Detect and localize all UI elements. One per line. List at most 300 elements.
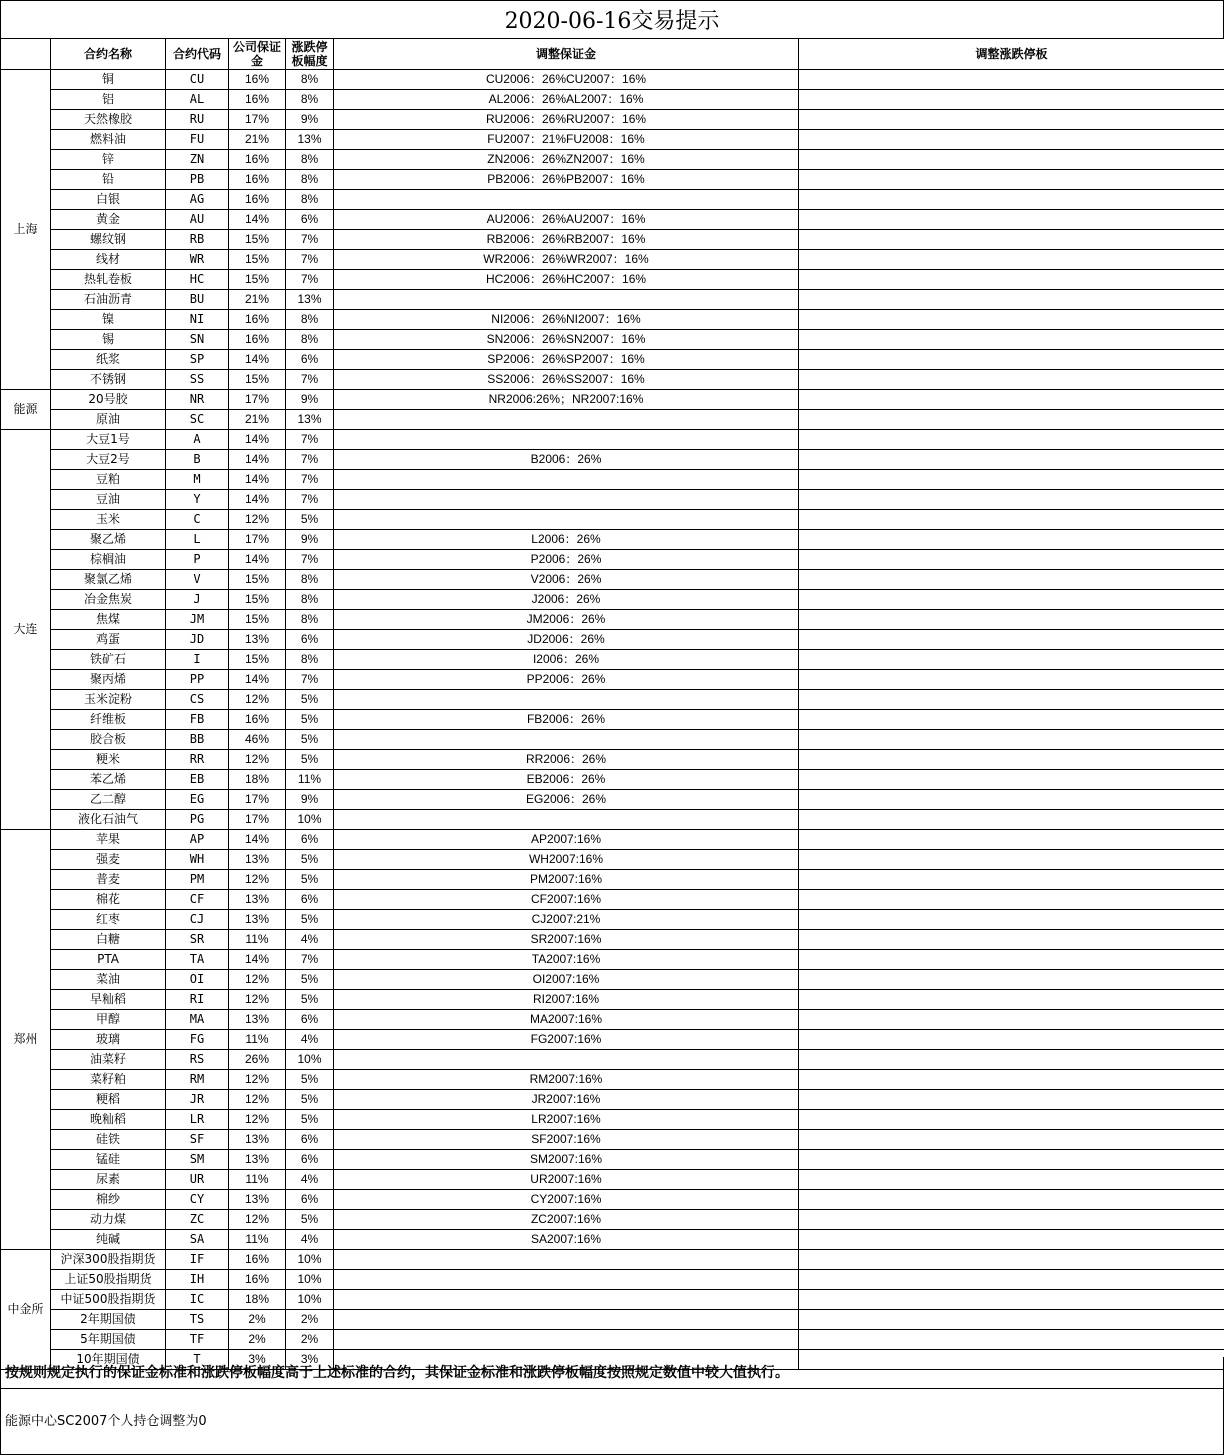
- adjusted-margin-cell: SS2006：26%SS2007：16%: [334, 370, 799, 390]
- contract-name-cell: 石油沥青: [51, 290, 166, 310]
- contract-name-cell: 聚乙烯: [51, 530, 166, 550]
- company-margin-cell: 12%: [229, 1210, 286, 1230]
- contract-code-cell: TF: [166, 1330, 229, 1350]
- adjusted-limit-cell: [799, 230, 1224, 250]
- table-row: [1, 150, 1224, 170]
- company-margin-cell: 12%: [229, 1110, 286, 1130]
- contract-code-cell: WH: [166, 850, 229, 870]
- limit-range-cell: 13%: [286, 290, 334, 310]
- contract-name-cell: 玉米: [51, 510, 166, 530]
- table-row: [1, 830, 1224, 850]
- adjusted-margin-cell: NI2006：26%NI2007：16%: [334, 310, 799, 330]
- contract-code-cell: C: [166, 510, 229, 530]
- adjusted-limit-cell: [799, 1170, 1224, 1190]
- adjusted-margin-cell: WH2007:16%: [334, 850, 799, 870]
- adjusted-limit-cell: [799, 670, 1224, 690]
- contract-code-cell: CY: [166, 1190, 229, 1210]
- contract-code-cell: V: [166, 570, 229, 590]
- adjusted-limit-cell: [799, 510, 1224, 530]
- contract-name-cell: PTA: [51, 950, 166, 970]
- contract-code-cell: I: [166, 650, 229, 670]
- adjusted-limit-cell: [799, 170, 1224, 190]
- table-row: [1, 810, 1224, 830]
- table-row: [1, 70, 1224, 90]
- adjusted-limit-cell: [799, 370, 1224, 390]
- table-row: [1, 930, 1224, 950]
- contract-code-cell: WR: [166, 250, 229, 270]
- contract-code-cell: IC: [166, 1290, 229, 1310]
- adjusted-limit-cell: [799, 1210, 1224, 1230]
- contract-name-cell: 上证50股指期货: [51, 1270, 166, 1290]
- adjusted-limit-cell: [799, 1190, 1224, 1210]
- contract-name-cell: 20号胶: [51, 390, 166, 410]
- limit-range-cell: 10%: [286, 1250, 334, 1270]
- limit-range-cell: 6%: [286, 830, 334, 850]
- company-margin-cell: 16%: [229, 70, 286, 90]
- table-row: [1, 790, 1224, 810]
- company-margin-cell: 11%: [229, 1230, 286, 1250]
- adjusted-margin-cell: [334, 1330, 799, 1350]
- company-margin-cell: 11%: [229, 930, 286, 950]
- table-row: [1, 890, 1224, 910]
- company-margin-cell: 15%: [229, 250, 286, 270]
- adjusted-limit-cell: [799, 1130, 1224, 1150]
- limit-range-cell: 10%: [286, 1050, 334, 1070]
- limit-range-cell: 4%: [286, 1230, 334, 1250]
- contract-name-cell: 苹果: [51, 830, 166, 850]
- limit-range-cell: 10%: [286, 1290, 334, 1310]
- table-row: [1, 470, 1224, 490]
- adjusted-limit-cell: [799, 350, 1224, 370]
- company-margin-cell: 14%: [229, 550, 286, 570]
- contract-name-cell: 聚氯乙烯: [51, 570, 166, 590]
- contract-code-cell: M: [166, 470, 229, 490]
- table-row: [1, 270, 1224, 290]
- adjusted-limit-cell: [799, 730, 1224, 750]
- company-margin-cell: 14%: [229, 670, 286, 690]
- limit-range-cell: 3%: [286, 1350, 334, 1370]
- limit-range-cell: 5%: [286, 710, 334, 730]
- table-row: [1, 450, 1224, 470]
- adjusted-margin-cell: JM2006：26%: [334, 610, 799, 630]
- adjusted-margin-cell: CJ2007:21%: [334, 910, 799, 930]
- adjusted-margin-cell: UR2007:16%: [334, 1170, 799, 1190]
- contract-name-cell: 镍: [51, 310, 166, 330]
- company-margin-cell: 15%: [229, 370, 286, 390]
- header-adjusted-limit: 调整涨跌停板: [799, 39, 1224, 70]
- header-row: [1, 39, 1224, 70]
- company-margin-cell: 16%: [229, 1250, 286, 1270]
- limit-range-cell: 2%: [286, 1310, 334, 1330]
- adjusted-margin-cell: I2006：26%: [334, 650, 799, 670]
- table-row: [1, 850, 1224, 870]
- table-row: [1, 750, 1224, 770]
- contract-code-cell: SA: [166, 1230, 229, 1250]
- contract-name-cell: 红枣: [51, 910, 166, 930]
- contract-code-cell: JR: [166, 1090, 229, 1110]
- contract-name-cell: 中证500股指期货: [51, 1290, 166, 1310]
- contract-code-cell: CS: [166, 690, 229, 710]
- adjusted-limit-cell: [799, 750, 1224, 770]
- adjusted-margin-cell: [334, 510, 799, 530]
- contract-code-cell: T: [166, 1350, 229, 1370]
- limit-range-cell: 13%: [286, 130, 334, 150]
- contract-code-cell: ZC: [166, 1210, 229, 1230]
- adjusted-margin-cell: MA2007:16%: [334, 1010, 799, 1030]
- contract-name-cell: 10年期国债: [51, 1350, 166, 1370]
- company-margin-cell: 14%: [229, 950, 286, 970]
- limit-range-cell: 8%: [286, 610, 334, 630]
- table-row: [1, 230, 1224, 250]
- table-row: [1, 90, 1224, 110]
- contract-name-cell: 尿素: [51, 1170, 166, 1190]
- adjusted-limit-cell: [799, 390, 1224, 410]
- table-row: [1, 370, 1224, 390]
- adjusted-margin-cell: FU2007：21%FU2008：16%: [334, 130, 799, 150]
- table-row: [1, 650, 1224, 670]
- table-row: [1, 950, 1224, 970]
- adjusted-margin-cell: PM2007:16%: [334, 870, 799, 890]
- adjusted-margin-cell: LR2007:16%: [334, 1110, 799, 1130]
- adjusted-limit-cell: [799, 1310, 1224, 1330]
- company-margin-cell: 17%: [229, 810, 286, 830]
- company-margin-cell: 12%: [229, 1070, 286, 1090]
- limit-range-cell: 5%: [286, 510, 334, 530]
- adjusted-limit-cell: [799, 210, 1224, 230]
- contract-name-cell: 粳稻: [51, 1090, 166, 1110]
- table-row: [1, 390, 1224, 410]
- adjusted-limit-cell: [799, 1090, 1224, 1110]
- adjusted-limit-cell: [799, 570, 1224, 590]
- contract-name-cell: 锌: [51, 150, 166, 170]
- limit-range-cell: 5%: [286, 910, 334, 930]
- contract-name-cell: 棕榈油: [51, 550, 166, 570]
- contract-name-cell: 不锈钢: [51, 370, 166, 390]
- adjusted-margin-cell: RM2007:16%: [334, 1070, 799, 1090]
- adjusted-limit-cell: [799, 1250, 1224, 1270]
- limit-range-cell: 8%: [286, 190, 334, 210]
- adjusted-limit-cell: [799, 150, 1224, 170]
- adjusted-limit-cell: [799, 550, 1224, 570]
- exchange-cell: 大连: [1, 430, 51, 830]
- limit-range-cell: 10%: [286, 1270, 334, 1290]
- table-row: [1, 130, 1224, 150]
- table-row: [1, 1310, 1224, 1330]
- company-margin-cell: 13%: [229, 850, 286, 870]
- contract-name-cell: 乙二醇: [51, 790, 166, 810]
- limit-range-cell: 5%: [286, 1070, 334, 1090]
- limit-range-cell: 8%: [286, 170, 334, 190]
- table-row: [1, 530, 1224, 550]
- company-margin-cell: 15%: [229, 610, 286, 630]
- adjusted-margin-cell: [334, 690, 799, 710]
- company-margin-cell: 16%: [229, 90, 286, 110]
- limit-range-cell: 7%: [286, 250, 334, 270]
- company-margin-cell: 15%: [229, 570, 286, 590]
- company-margin-cell: 13%: [229, 630, 286, 650]
- limit-range-cell: 9%: [286, 110, 334, 130]
- contract-name-cell: 胶合板: [51, 730, 166, 750]
- company-margin-cell: 12%: [229, 510, 286, 530]
- adjusted-margin-cell: CF2007:16%: [334, 890, 799, 910]
- limit-range-cell: 9%: [286, 530, 334, 550]
- contract-name-cell: 铅: [51, 170, 166, 190]
- exchange-cell: 能源: [1, 390, 51, 430]
- limit-range-cell: 6%: [286, 1150, 334, 1170]
- contract-name-cell: 螺纹钢: [51, 230, 166, 250]
- table-row: [1, 210, 1224, 230]
- contract-code-cell: OI: [166, 970, 229, 990]
- adjusted-margin-cell: J2006：26%: [334, 590, 799, 610]
- adjusted-limit-cell: [799, 90, 1224, 110]
- limit-range-cell: 5%: [286, 690, 334, 710]
- company-margin-cell: 2%: [229, 1310, 286, 1330]
- contract-code-cell: SN: [166, 330, 229, 350]
- adjusted-limit-cell: [799, 870, 1224, 890]
- adjusted-margin-cell: [334, 1290, 799, 1310]
- contract-name-cell: 天然橡胶: [51, 110, 166, 130]
- adjusted-limit-cell: [799, 1070, 1224, 1090]
- contract-code-cell: AU: [166, 210, 229, 230]
- contract-code-cell: EB: [166, 770, 229, 790]
- contract-code-cell: RI: [166, 990, 229, 1010]
- contract-code-cell: SR: [166, 930, 229, 950]
- adjusted-limit-cell: [799, 690, 1224, 710]
- contract-code-cell: AG: [166, 190, 229, 210]
- table-row: [1, 290, 1224, 310]
- limit-range-cell: 5%: [286, 1210, 334, 1230]
- adjusted-margin-cell: PB2006：26%PB2007：16%: [334, 170, 799, 190]
- table-row: [1, 170, 1224, 190]
- company-margin-cell: 14%: [229, 210, 286, 230]
- limit-range-cell: 7%: [286, 270, 334, 290]
- company-margin-cell: 16%: [229, 170, 286, 190]
- table-row: [1, 430, 1224, 450]
- contract-code-cell: RR: [166, 750, 229, 770]
- contract-code-cell: A: [166, 430, 229, 450]
- adjusted-margin-cell: L2006：26%: [334, 530, 799, 550]
- company-margin-cell: 15%: [229, 230, 286, 250]
- company-margin-cell: 12%: [229, 1090, 286, 1110]
- adjusted-limit-cell: [799, 810, 1224, 830]
- adjusted-limit-cell: [799, 70, 1224, 90]
- adjusted-margin-cell: EG2006：26%: [334, 790, 799, 810]
- limit-range-cell: 7%: [286, 550, 334, 570]
- adjusted-limit-cell: [799, 930, 1224, 950]
- adjusted-limit-cell: [799, 1330, 1224, 1350]
- trading-table: [0, 38, 1224, 1370]
- contract-code-cell: NR: [166, 390, 229, 410]
- adjusted-margin-cell: RR2006：26%: [334, 750, 799, 770]
- adjusted-limit-cell: [799, 1010, 1224, 1030]
- table-row: [1, 990, 1224, 1010]
- adjusted-margin-cell: [334, 490, 799, 510]
- contract-code-cell: PG: [166, 810, 229, 830]
- table-row: [1, 730, 1224, 750]
- company-margin-cell: 18%: [229, 770, 286, 790]
- contract-name-cell: 线材: [51, 250, 166, 270]
- adjusted-margin-cell: [334, 410, 799, 430]
- adjusted-limit-cell: [799, 770, 1224, 790]
- limit-range-cell: 6%: [286, 1190, 334, 1210]
- header-exchange: [1, 39, 51, 70]
- limit-range-cell: 7%: [286, 450, 334, 470]
- limit-range-cell: 8%: [286, 90, 334, 110]
- exchange-cell: 郑州: [1, 830, 51, 1250]
- adjusted-margin-cell: JD2006：26%: [334, 630, 799, 650]
- contract-name-cell: 苯乙烯: [51, 770, 166, 790]
- contract-code-cell: RM: [166, 1070, 229, 1090]
- contract-code-cell: NI: [166, 310, 229, 330]
- contract-code-cell: UR: [166, 1170, 229, 1190]
- contract-name-cell: 铝: [51, 90, 166, 110]
- limit-range-cell: 10%: [286, 810, 334, 830]
- contract-name-cell: 鸡蛋: [51, 630, 166, 650]
- adjusted-margin-cell: [334, 1310, 799, 1330]
- contract-name-cell: 油菜籽: [51, 1050, 166, 1070]
- contract-name-cell: 菜油: [51, 970, 166, 990]
- contract-code-cell: P: [166, 550, 229, 570]
- company-margin-cell: 12%: [229, 690, 286, 710]
- limit-range-cell: 4%: [286, 1030, 334, 1050]
- adjusted-limit-cell: [799, 190, 1224, 210]
- table-row: [1, 570, 1224, 590]
- limit-range-cell: 5%: [286, 1110, 334, 1130]
- adjusted-margin-cell: CU2006：26%CU2007：16%: [334, 70, 799, 90]
- company-margin-cell: 21%: [229, 410, 286, 430]
- adjusted-margin-cell: SR2007:16%: [334, 930, 799, 950]
- contract-code-cell: EG: [166, 790, 229, 810]
- adjusted-margin-cell: JR2007:16%: [334, 1090, 799, 1110]
- table-row: [1, 590, 1224, 610]
- contract-code-cell: BB: [166, 730, 229, 750]
- header-contract-code: 合约代码: [166, 39, 229, 70]
- contract-name-cell: 棉花: [51, 890, 166, 910]
- adjusted-limit-cell: [799, 110, 1224, 130]
- table-row: [1, 250, 1224, 270]
- table-row: [1, 1130, 1224, 1150]
- company-margin-cell: 17%: [229, 110, 286, 130]
- company-margin-cell: 12%: [229, 990, 286, 1010]
- adjusted-limit-cell: [799, 1150, 1224, 1170]
- contract-code-cell: J: [166, 590, 229, 610]
- company-margin-cell: 15%: [229, 590, 286, 610]
- adjusted-margin-cell: AP2007:16%: [334, 830, 799, 850]
- contract-code-cell: PB: [166, 170, 229, 190]
- limit-range-cell: 5%: [286, 990, 334, 1010]
- company-margin-cell: 14%: [229, 470, 286, 490]
- contract-code-cell: AP: [166, 830, 229, 850]
- limit-range-cell: 2%: [286, 1330, 334, 1350]
- contract-code-cell: HC: [166, 270, 229, 290]
- page-title: 2020-06-16交易提示: [0, 0, 1224, 38]
- table-row: [1, 350, 1224, 370]
- table-row: [1, 110, 1224, 130]
- adjusted-margin-cell: WR2006：26%WR2007：16%: [334, 250, 799, 270]
- adjusted-margin-cell: P2006：26%: [334, 550, 799, 570]
- header-company-margin: 公司保证金: [229, 39, 286, 70]
- table-row: [1, 1210, 1224, 1230]
- adjusted-limit-cell: [799, 1110, 1224, 1130]
- contract-code-cell: SC: [166, 410, 229, 430]
- contract-name-cell: 大豆1号: [51, 430, 166, 450]
- adjusted-margin-cell: ZC2007:16%: [334, 1210, 799, 1230]
- adjusted-limit-cell: [799, 830, 1224, 850]
- company-margin-cell: 16%: [229, 1270, 286, 1290]
- contract-name-cell: 白糖: [51, 930, 166, 950]
- limit-range-cell: 4%: [286, 930, 334, 950]
- adjusted-limit-cell: [799, 430, 1224, 450]
- limit-range-cell: 8%: [286, 310, 334, 330]
- limit-range-cell: 11%: [286, 770, 334, 790]
- contract-code-cell: PM: [166, 870, 229, 890]
- limit-range-cell: 8%: [286, 70, 334, 90]
- adjusted-margin-cell: HC2006：26%HC2007：16%: [334, 270, 799, 290]
- adjusted-limit-cell: [799, 650, 1224, 670]
- adjusted-margin-cell: SP2006：26%SP2007：16%: [334, 350, 799, 370]
- contract-code-cell: CJ: [166, 910, 229, 930]
- limit-range-cell: 8%: [286, 330, 334, 350]
- header-limit-range: 涨跌停板幅度: [286, 39, 334, 70]
- contract-code-cell: ZN: [166, 150, 229, 170]
- rule-note: 按规则规定执行的保证金标准和涨跌停板幅度高于上述标准的合约，其保证金标准和涨跌停板幅度按照规定数值中较大值执行。: [0, 1357, 1224, 1389]
- adjusted-margin-cell: NR2006:26%；NR2007:16%: [334, 390, 799, 410]
- company-margin-cell: 18%: [229, 1290, 286, 1310]
- adjusted-margin-cell: SA2007:16%: [334, 1230, 799, 1250]
- table-row: [1, 1230, 1224, 1250]
- adjusted-limit-cell: [799, 630, 1224, 650]
- company-margin-cell: 13%: [229, 1190, 286, 1210]
- table-row: [1, 1050, 1224, 1070]
- company-margin-cell: 13%: [229, 1130, 286, 1150]
- adjusted-margin-cell: SM2007:16%: [334, 1150, 799, 1170]
- adjusted-margin-cell: OI2007:16%: [334, 970, 799, 990]
- contract-name-cell: 普麦: [51, 870, 166, 890]
- contract-code-cell: L: [166, 530, 229, 550]
- contract-code-cell: LR: [166, 1110, 229, 1130]
- adjusted-margin-cell: FB2006：26%: [334, 710, 799, 730]
- adjusted-margin-cell: EB2006：26%: [334, 770, 799, 790]
- company-margin-cell: 16%: [229, 710, 286, 730]
- contract-name-cell: 玉米淀粉: [51, 690, 166, 710]
- table-row: [1, 330, 1224, 350]
- contract-name-cell: 硅铁: [51, 1130, 166, 1150]
- adjusted-limit-cell: [799, 1290, 1224, 1310]
- adjusted-margin-cell: RU2006：26%RU2007：16%: [334, 110, 799, 130]
- adjusted-limit-cell: [799, 1270, 1224, 1290]
- adjusted-limit-cell: [799, 310, 1224, 330]
- limit-range-cell: 9%: [286, 790, 334, 810]
- company-margin-cell: 21%: [229, 130, 286, 150]
- adjusted-limit-cell: [799, 530, 1224, 550]
- limit-range-cell: 9%: [286, 390, 334, 410]
- contract-name-cell: 5年期国债: [51, 1330, 166, 1350]
- table-row: [1, 410, 1224, 430]
- adjusted-margin-cell: TA2007:16%: [334, 950, 799, 970]
- table-row: [1, 910, 1224, 930]
- adjusted-limit-cell: [799, 610, 1224, 630]
- adjusted-limit-cell: [799, 970, 1224, 990]
- adjusted-margin-cell: [334, 730, 799, 750]
- limit-range-cell: 6%: [286, 1010, 334, 1030]
- adjusted-margin-cell: AL2006：26%AL2007：16%: [334, 90, 799, 110]
- limit-range-cell: 6%: [286, 1130, 334, 1150]
- contract-name-cell: 锡: [51, 330, 166, 350]
- limit-range-cell: 8%: [286, 570, 334, 590]
- contract-name-cell: 焦煤: [51, 610, 166, 630]
- header-contract-name: 合约名称: [51, 39, 166, 70]
- company-margin-cell: 15%: [229, 650, 286, 670]
